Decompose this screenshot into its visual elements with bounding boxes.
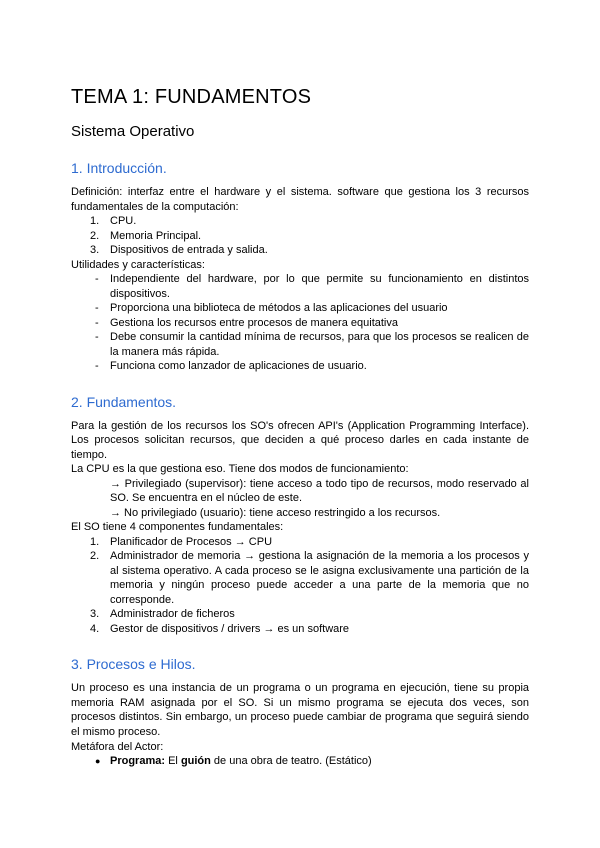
list-item-text: Debe consumir la cantidad mínima de recursos, para que los procesos se realicen de la manera más rápida. (110, 331, 529, 358)
section-1-heading: 1. Introducción. (71, 160, 167, 176)
list-number: 2. (90, 229, 100, 242)
numbered-list (71, 214, 529, 258)
bullet-marker: ● (95, 756, 101, 767)
list-item (90, 214, 529, 229)
list-item-text (110, 754, 529, 769)
list-item (90, 229, 529, 244)
list-item-text: Planificador de Procesos → CPU (110, 535, 273, 548)
list-item-text: Independiente del hardware, por lo que permite su funcionamiento en distintos dispositivos. (110, 273, 529, 300)
list-item (95, 359, 529, 374)
list-item (90, 549, 529, 607)
text-segment: de una obra de teatro. (Estático) (210, 755, 372, 768)
text-segment: El (165, 755, 181, 768)
doc-subtitle: Sistema Operativo (71, 123, 195, 140)
list-number: 1. (90, 535, 100, 548)
list-item-text: Memoria Principal. (110, 229, 202, 242)
paragraph: Un proceso es una instancia de un programa o un programa en ejecución, tiene su propia memoria RAM asignada por el SO. Si un mismo programa se ejecuta dos veces, son procesos distintos. Sin embargo, un proceso puede cambiar de programa que seguirá siendo el mismo proceso. (71, 682, 529, 738)
paragraph: Definición: interfaz entre el hardware y el sistema. software que gestiona los 3 recursos fundamentales de la computación: (71, 186, 529, 213)
list-item-text: CPU. (110, 215, 137, 228)
list-item-text: Proporciona una biblioteca de métodos a las aplicaciones del usuario (110, 302, 448, 315)
section-1-body (71, 185, 529, 374)
list-item (95, 272, 529, 301)
list-number: 1. (90, 215, 100, 228)
list-item (95, 301, 529, 316)
dash-marker: - (95, 316, 99, 329)
list-item-text: Gestor de dispositivos / drivers → es un software (110, 622, 350, 635)
dash-list (71, 272, 529, 374)
dash-marker: - (95, 331, 99, 344)
paragraph: Para la gestión de los recursos los SO's ofrecen API's (Application Programming Interface). Los procesos solicitan recursos, que deciden a qué proceso darles en cada instante de tiempo. (71, 419, 529, 461)
bold-term: Programa: (110, 755, 166, 768)
list-item (90, 607, 529, 622)
list-item-text: Administrador de ficheros (110, 608, 235, 621)
dash-marker: - (95, 302, 99, 315)
doc-title: TEMA 1: FUNDAMENTOS (71, 86, 312, 108)
list-item-text: Dispositivos de entrada y salida. (110, 244, 268, 257)
paragraph: Metáfora del Actor: (71, 740, 164, 753)
dash-marker: - (95, 360, 99, 373)
section-2-body (71, 419, 529, 637)
section-3-heading: 3. Procesos e Hilos. (71, 656, 196, 673)
list-item (90, 622, 529, 637)
numbered-list (71, 535, 529, 637)
paragraph: La CPU es la que gestiona eso. Tiene dos modos de funcionamiento: (71, 463, 409, 476)
list-item-text: Gestiona los recursos entre procesos de manera equitativa (110, 316, 398, 329)
bold-term: guión (180, 755, 211, 768)
list-number: 3. (90, 244, 100, 257)
section-3-body (71, 681, 529, 768)
list-number: 4. (90, 622, 100, 635)
list-item (95, 316, 529, 331)
paragraph: Utilidades y características: (71, 258, 205, 271)
paragraph: El SO tiene 4 componentes fundamentales: (71, 521, 284, 534)
list-number: 3. (90, 608, 100, 621)
arrow-note: → Privilegiado (supervisor): tiene acceso a todo tipo de recursos, modo reservado al SO. Se encuentra en el núcleo de este. (110, 477, 529, 505)
list-item-text: Funciona como lanzador de aplicaciones de usuario. (110, 360, 367, 373)
dash-marker: - (95, 273, 99, 286)
list-number: 2. (90, 550, 100, 563)
list-item (95, 330, 529, 359)
list-item-text: Administrador de memoria → gestiona la asignación de la memoria a los procesos y al sistema operativo. A cada proceso se le asigna exclusivamente una partición de la memoria y ningún proceso puede acceder a una parte de la memoria que no corresponde. (110, 550, 529, 606)
list-item (90, 243, 529, 258)
arrow-note: → No privilegiado (usuario): tiene acceso restringido a los recursos. (110, 506, 441, 519)
list-item (95, 754, 529, 769)
section-2-heading: 2. Fundamentos. (71, 393, 177, 410)
list-item (90, 535, 529, 550)
